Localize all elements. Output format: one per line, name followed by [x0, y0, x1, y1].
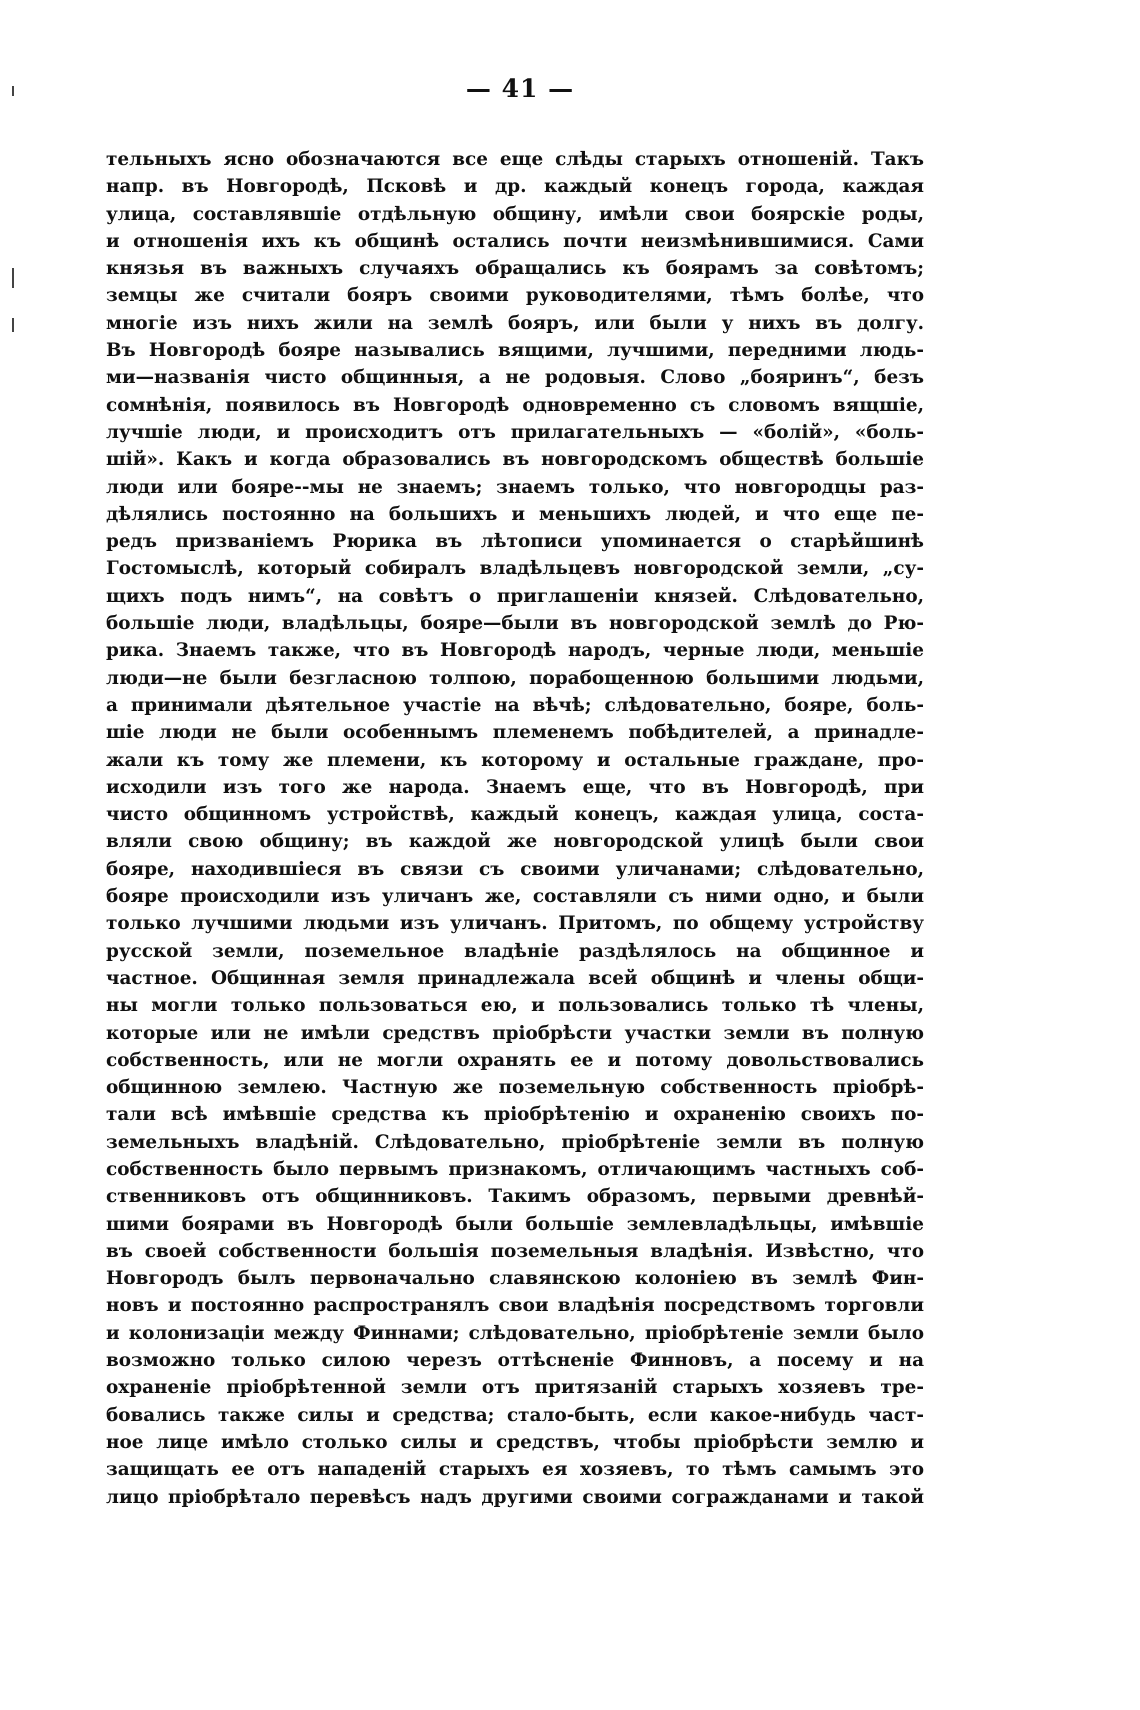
text-line: Гостомыслѣ, который собиралъ владѣльцевъ новгородской земли, „су- [106, 558, 924, 580]
text-line: вляли свою общину; въ каждой же новгородской улицѣ были свои [106, 831, 924, 853]
text-line: дѣлялись постоянно на большихъ и меньшихъ людей, и что еще пе- [106, 503, 924, 525]
text-line: ны могли только пользоваться ею, и пользовались только тѣ члены, [106, 995, 924, 1017]
text-line: Новгородъ былъ первоначально славянскою колоніею въ землѣ Фин- [106, 1268, 924, 1290]
text-line: ственниковъ отъ общинниковъ. Такимъ образомъ, первыми древнѣй- [106, 1186, 924, 1208]
text-line: охраненіе пріобрѣтенной земли отъ притязаній старыхъ хозяевъ тре- [106, 1377, 924, 1399]
text-line: сомнѣнія, появилось въ Новгородѣ одновременно съ словомъ вящшіе, [106, 394, 924, 416]
text-line: рика. Знаемъ также, что въ Новгородѣ народъ, черные люди, меньшіе [106, 640, 924, 662]
text-line: земцы же считали бояръ своими руководителями, тѣмъ болѣе, что [106, 285, 924, 307]
text-line: исходили изъ того же народа. Знаемъ еще, что въ Новгородѣ, при [106, 776, 924, 798]
text-line: возможно только силою черезъ оттѣсненіе Финновъ, а посему и на [106, 1350, 924, 1372]
body-text [106, 146, 924, 1511]
text-line: общинною землею. Частную же поземельную собственность пріобрѣ- [106, 1077, 924, 1099]
text-line: русской земли, поземельное владѣніе раздѣлялось на общинное и [106, 940, 924, 962]
text-line: многіе изъ нихъ жили на землѣ бояръ, или были у нихъ въ долгу. [106, 312, 924, 334]
text-line: улица, составлявшіе отдѣльную общину, имѣли свои боярскіе роды, [106, 203, 924, 225]
text-line: напр. въ Новгородѣ, Псковѣ и др. каждый конецъ города, каждая [106, 176, 924, 198]
text-line: частное. Общинная земля принадлежала всей общинѣ и члены общи- [106, 967, 924, 989]
text-line: чисто общинномъ устройствѣ, каждый конецъ, каждая улица, соста- [106, 804, 924, 826]
text-line: Въ Новгородѣ бояре назывались вящими, лучшими, передними людь- [106, 340, 924, 362]
text-line: ми—названія чисто общинныя, а не родовыя. Слово „бояринъ“, безъ [106, 367, 924, 389]
text-line: собственность, или не могли охранять ее и потому довольствовались [106, 1049, 924, 1071]
text-line: только лучшими людьми изъ уличанъ. Притомъ, по общему устройству [106, 913, 924, 935]
text-line: и колонизаціи между Финнами; слѣдовательно, пріобрѣтеніе земли было [106, 1322, 924, 1344]
text-line: собственность было первымъ признакомъ, отличающимъ частныхъ соб- [106, 1158, 924, 1180]
text-line: бовались также силы и средства; стало-быть, если какое-нибудь част- [106, 1404, 924, 1426]
text-line: большіе люди, владѣльцы, бояре—были въ новгородской землѣ до Рю- [106, 613, 924, 635]
text-line: лучшіе люди, и происходитъ отъ прилагательныхъ — «болій», «боль- [106, 421, 924, 443]
text-line: ное лице имѣло столько силы и средствъ, чтобы пріобрѣсти землю и [106, 1431, 924, 1453]
text-line: бояре происходили изъ уличанъ же, составляли съ ними одно, и были [106, 886, 924, 908]
text-line: защищать ее отъ нападеній старыхъ ея хозяевъ, то тѣмъ самымъ это [106, 1459, 924, 1481]
margin-mark [12, 318, 14, 332]
text-line: и отношенія ихъ къ общинѣ остались почти неизмѣнившимися. Сами [106, 230, 924, 252]
page-number: — 41 — [465, 74, 575, 103]
text-line: въ своей собственности большія поземельныя владѣнія. Извѣстно, что [106, 1240, 924, 1262]
text-line: шіе люди не были особеннымъ племенемъ побѣдителей, а принадле- [106, 722, 924, 744]
text-line: князья въ важныхъ случаяхъ обращались къ боярамъ за совѣтомъ; [106, 258, 924, 280]
text-line: новъ и постоянно распространялъ свои владѣнія посредствомъ торговли [106, 1295, 924, 1317]
text-line: щихъ подъ нимъ“, на совѣтъ о приглашеніи князей. Слѣдовательно, [106, 585, 924, 607]
text-line: а принимали дѣятельное участіе на вѣчѣ; слѣдовательно, бояре, боль- [106, 694, 924, 716]
text-line: жали къ тому же племени, къ которому и остальные граждане, про- [106, 749, 924, 771]
text-line: редъ призваніемъ Рюрика въ лѣтописи упоминается о старѣйшинѣ [106, 531, 924, 553]
text-line: бояре, находившіеся въ связи съ своими уличанами; слѣдовательно, [106, 858, 924, 880]
text-line: которые или не имѣли средствъ пріобрѣсти участки земли въ полную [106, 1022, 924, 1044]
text-line: тали всѣ имѣвшіе средства къ пріобрѣтенію и охраненію своихъ по- [106, 1104, 924, 1126]
text-line: шими боярами въ Новгородѣ были большіе землевладѣльцы, имѣвшіе [106, 1213, 924, 1235]
text-line: тельныхъ ясно обозначаются все еще слѣды старыхъ отношеній. Такъ [106, 149, 924, 170]
text-line: лицо пріобрѣтало перевѣсъ надъ другими своими согражданами и такой [106, 1486, 924, 1508]
margin-mark [12, 268, 14, 288]
text-line: шій». Какъ и когда образовались въ новгородскомъ обществѣ большіе [106, 449, 924, 471]
text-line: люди или бояре--мы не знаемъ; знаемъ только, что новгородцы раз- [106, 476, 924, 498]
text-line: земельныхъ владѣній. Слѣдовательно, пріобрѣтеніе земли въ полную [106, 1131, 924, 1153]
text-line: люди—не были безгласною толпою, порабощенною большими людьми, [106, 667, 924, 689]
